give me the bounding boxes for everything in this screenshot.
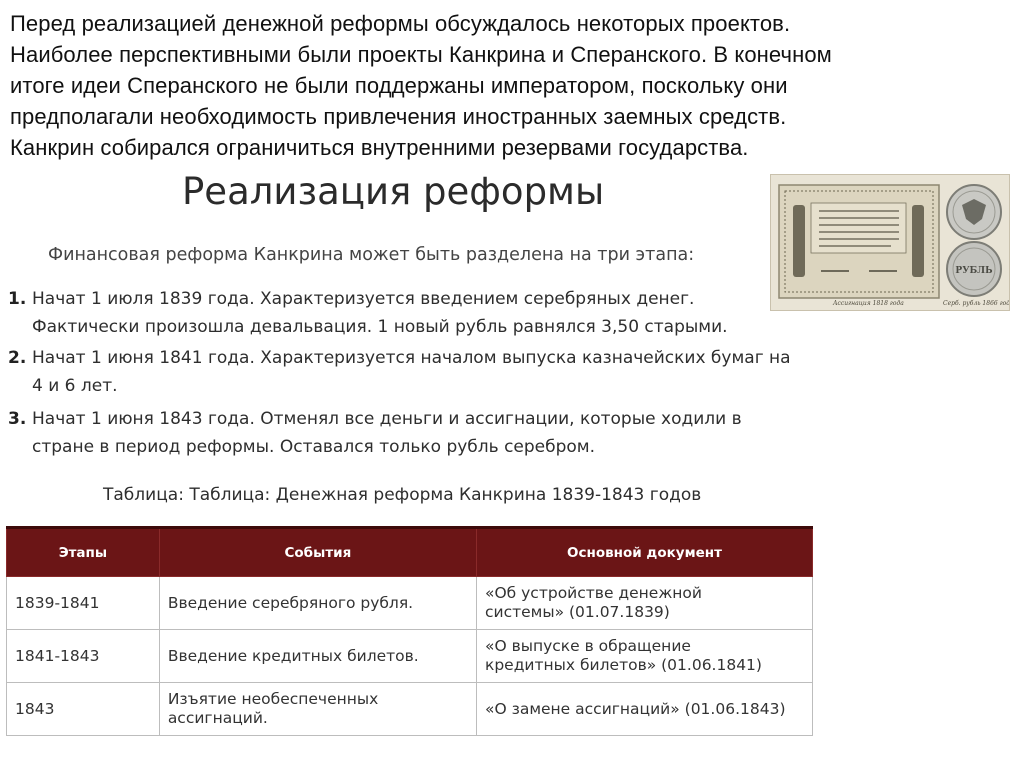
slide-heading: Реализация реформы [182, 170, 605, 213]
cell-document [476, 683, 812, 736]
intro-line: Перед реализацией денежной реформы обсуждалось некоторых проектов. [10, 11, 791, 36]
cell-event-line: Введение кредитных билетов. [167, 646, 419, 665]
cell-document-line: «О выпуске в обращение [484, 637, 691, 655]
column-header-events: События [159, 528, 476, 577]
intro-line: Наиболее перспективными были проекты Канкрина и Сперанского. В конечном [10, 42, 832, 67]
stages-list [8, 285, 808, 461]
table-caption: Таблица: Таблица: Денежная реформа Канкрина 1839-1843 годов [103, 485, 702, 505]
intro-line: Канкрин собирался ограничиться внутренними резервами государства. [10, 135, 749, 160]
stage-item [8, 344, 808, 400]
stage-text-line: Начат 1 июля 1839 года. Характеризуется введением серебряных денег. [32, 289, 695, 309]
cell-document-line: системы» (01.07.1839) [484, 603, 670, 621]
intro-text [10, 8, 1010, 163]
table-header-row [7, 528, 813, 577]
cell-document-line: кредитных билетов» (01.06.1841) [484, 656, 762, 674]
cell-period: 1841-1843 [7, 630, 160, 683]
coin-caption: Серб. рубль 1866 года [943, 300, 1009, 307]
stage-text-line: Начат 1 июня 1843 года. Отменял все деньги и ассигнации, которые ходили в [32, 409, 742, 429]
intro-line: итоге идеи Сперанского не были поддержаны императором, поскольку они [10, 73, 788, 98]
cell-event [159, 630, 476, 683]
intro-line: предполагали необходимость привлечения иностранных заемных средств. [10, 104, 787, 129]
stage-number: 2. [8, 348, 27, 368]
stage-text-line: стране в период реформы. Оставался только рубль серебром. [32, 437, 596, 457]
assignation-caption: Ассигнация 1818 года [833, 300, 904, 307]
cell-event [159, 577, 476, 630]
stage-text-line: Начат 1 июня 1841 года. Характеризуется началом выпуска казначейских бумаг на [32, 348, 791, 368]
stage-number: 1. [8, 289, 27, 309]
cell-event [159, 683, 476, 736]
cell-document [476, 577, 812, 630]
stage-text-line: Фактически произошла девальвация. 1 новый рубль равнялся 3,50 старыми. [32, 317, 728, 337]
table-row [7, 577, 813, 630]
stage-number: 3. [8, 409, 27, 429]
reform-table [6, 526, 813, 736]
table-row [7, 630, 813, 683]
cell-document-line: «О замене ассигнаций» (01.06.1843) [484, 699, 786, 718]
table-row [7, 683, 813, 736]
column-header-document: Основной документ [476, 528, 812, 577]
stage-text-line: 4 и 6 лет. [32, 376, 118, 396]
cell-event-line: ассигнаций. [167, 709, 268, 727]
stages-intro: Финансовая реформа Канкрина может быть разделена на три этапа: [48, 245, 695, 265]
cell-document-line: «Об устройстве денежной [484, 584, 702, 602]
stage-item [8, 285, 808, 341]
cell-period: 1839-1841 [7, 577, 160, 630]
cell-event-line: Изъятие необеспеченных [167, 690, 379, 708]
cell-document [476, 630, 812, 683]
cell-event-line: Введение серебряного рубля. [167, 593, 414, 612]
coin-label: РУБЛЬ [955, 266, 993, 276]
cell-period: 1843 [7, 683, 160, 736]
column-header-stages: Этапы [7, 528, 160, 577]
stage-item [8, 405, 808, 461]
